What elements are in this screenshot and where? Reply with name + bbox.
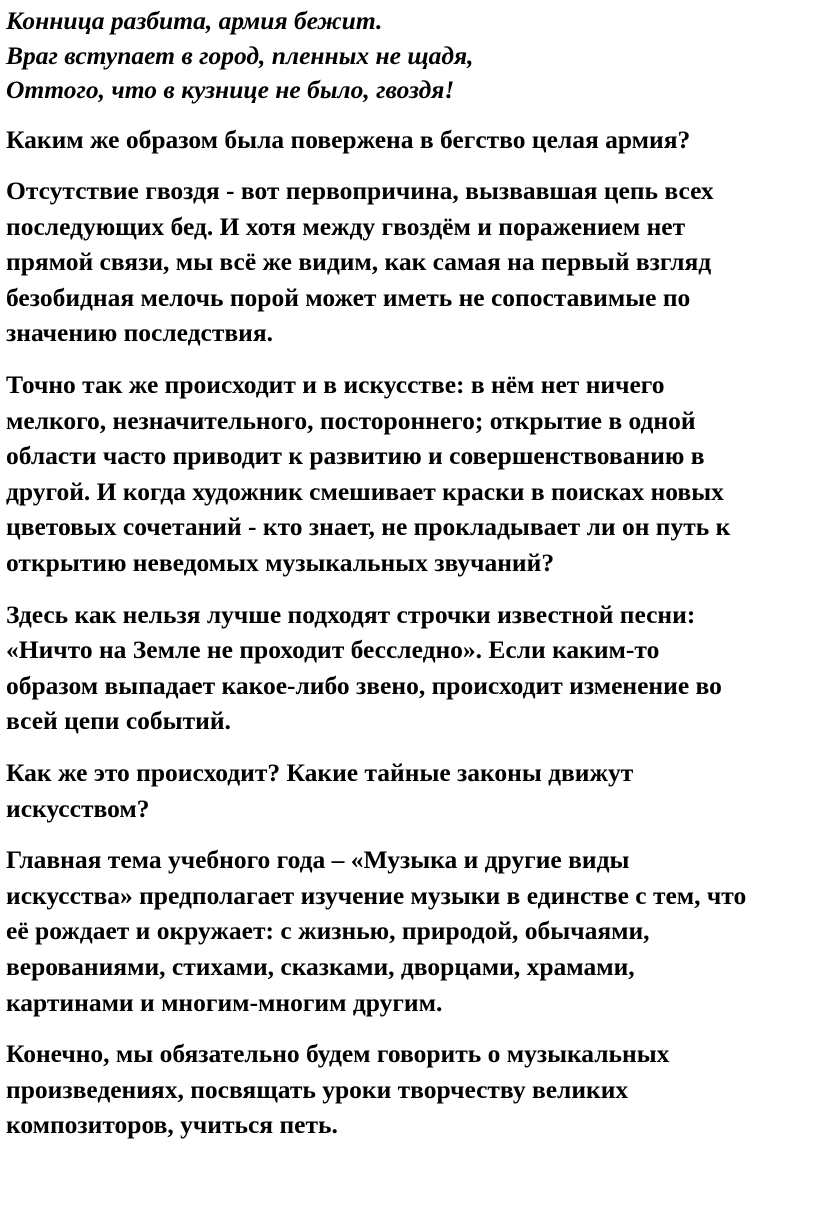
paragraph-laws-question (6, 755, 814, 826)
paragraph-conclusion (6, 1036, 814, 1143)
paragraph-line: прямой связи, мы всё же видим, как самая на первый взгляд (6, 247, 712, 277)
paragraph-line: другой. И когда художник смешивает краски в поисках новых (6, 476, 724, 506)
paragraph-line: картинами и многим-многим другим. (6, 987, 443, 1017)
paragraph-line: открытию неведомых музыкальных звучаний? (6, 548, 555, 578)
paragraph-main-theme (6, 842, 814, 1020)
paragraph-line: безобидная мелочь порой может иметь не сопоставимые по (6, 282, 691, 312)
paragraph-line: Как же это происходит? Какие тайные законы движут (6, 758, 634, 787)
paragraph-line: мелкого, незначительного, постороннего; открытие в одной (6, 405, 696, 435)
paragraph-line: всей цепи событий. (6, 706, 231, 736)
paragraph-art (6, 367, 814, 581)
paragraph-line: Главная тема учебного года – «Музыка и другие виды (6, 845, 630, 875)
paragraph-line: Точно так же происходит и в искусстве: в нём нет ничего (6, 370, 665, 400)
paragraph-line: цветовых сочетаний - кто знает, не прокладывает ли он путь к (6, 512, 731, 542)
paragraph-line: Каким же образом была повержена в бегство целая армия? (6, 124, 691, 154)
paragraph-line: области часто приводит к развитию и совершенствованию в (6, 441, 705, 471)
paragraph-line: искусства» предполагает изучение музыки в единстве с тем, что (6, 880, 747, 910)
paragraph-song (6, 597, 814, 739)
document-page (6, 0, 814, 1143)
paragraph-nail-cause (6, 173, 814, 351)
epigraph-poem (6, 0, 814, 108)
paragraph-line: образом выпадает какое-либо звено, происходит изменение во (6, 670, 722, 700)
paragraph-line: «Ничто на Земле не проходит бесследно». Если каким-то (6, 635, 660, 665)
paragraph-line: искусством? (6, 793, 150, 823)
paragraph-line: Здесь как нельзя лучше подходят строчки известной песни: (6, 599, 696, 629)
paragraph-line: Конечно, мы обязательно будем говорить о музыкальных (6, 1039, 670, 1069)
paragraph-line: верованиями, стихами, сказками, дворцами, храмами, (6, 951, 635, 981)
paragraph-line: значению последствия. (6, 318, 274, 348)
poem-line: Оттого, что в кузнице не было, гвоздя! (6, 75, 455, 104)
paragraph-line: её рождает и окружает: с жизнью, природой, обычаями, (6, 916, 650, 946)
paragraph-question-army (6, 122, 814, 158)
poem-line: Враг вступает в город, пленных не щадя, (6, 40, 474, 70)
paragraph-line: композиторов, учиться петь. (6, 1110, 338, 1140)
poem-line: Конница разбита, армия бежит. (6, 6, 383, 35)
paragraph-line: произведениях, посвящать уроки творчеству великих (6, 1074, 629, 1104)
paragraph-line: последующих бед. И хотя между гвоздём и поражением нет (6, 211, 686, 241)
paragraph-line: Отсутствие гвоздя - вот первопричина, вызвавшая цепь всех (6, 176, 714, 206)
